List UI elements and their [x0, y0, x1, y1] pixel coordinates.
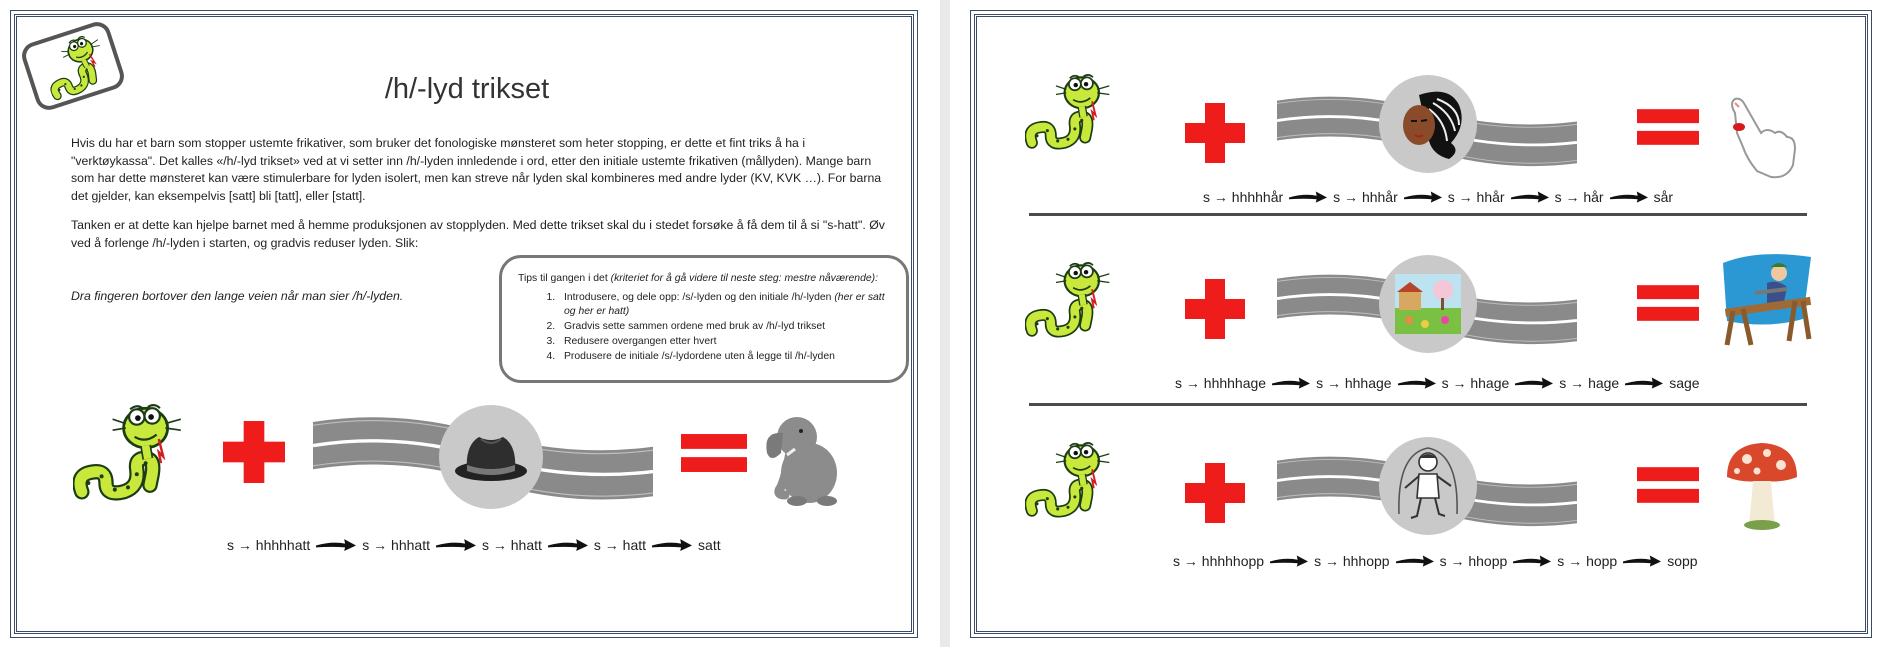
elephant-icon [757, 403, 849, 509]
equals-icon [1637, 465, 1699, 505]
garden-circle [1379, 255, 1477, 353]
wounded-finger-icon [1721, 93, 1801, 183]
right-page [974, 14, 1868, 634]
tips-item-text: Gradvis sette sammen ordene med bruk av /h/-lyd trikset [564, 321, 826, 332]
plus-icon [1185, 279, 1245, 339]
arrow-icon [436, 539, 476, 552]
chain-word: satt [698, 537, 721, 553]
snake-icon [1025, 255, 1111, 341]
instruction-text: Dra fingeren bortover den lange veien når man sier /h/-lyden. [71, 289, 404, 303]
chain-word: sage [1669, 375, 1700, 391]
hat-icon [451, 427, 531, 487]
snake-icon [73, 395, 183, 505]
tips-heading-italic: (kriteriet for å gå videre til neste steg: mestre nåværende): [610, 273, 878, 284]
chain-word: sopp [1667, 553, 1698, 569]
jumping-boy-circle [1379, 437, 1477, 535]
chain-word: s → hhhage [1316, 375, 1392, 391]
chain-word: s → hage [1559, 375, 1620, 391]
tips-item-text: Redusere overgangen etter hvert [564, 336, 717, 347]
arrow-icon [1289, 191, 1327, 204]
arrow-icon [1515, 377, 1553, 390]
hair-icon [1389, 85, 1467, 163]
arrow-icon [1623, 555, 1661, 568]
chain-word: s → hhopp [1439, 553, 1508, 569]
chain-word: s → hhhhhage [1175, 375, 1267, 391]
chain-word: s → hhår [1447, 189, 1505, 205]
jumping-boy-icon [1393, 444, 1463, 528]
word-chain [1203, 189, 1673, 205]
garden-icon [1395, 274, 1461, 334]
equals-icon [1637, 107, 1699, 147]
tips-list-item [558, 320, 890, 334]
page-title: /h/-lyd trikset [384, 73, 550, 105]
chain-word: s → hhhhhår [1203, 189, 1284, 205]
arrow-icon [1511, 191, 1549, 204]
chain-word: s → hhage [1441, 375, 1510, 391]
mushroom-icon [1723, 437, 1801, 533]
chain-word: s → hhhopp [1314, 553, 1390, 569]
arrow-icon [1610, 191, 1648, 204]
plus-icon [1185, 103, 1245, 163]
chain-word: s → hhatt [481, 537, 542, 553]
tips-list-item [558, 335, 890, 349]
chain-word: s → hopp [1557, 553, 1618, 569]
arrow-icon [652, 539, 692, 552]
tips-item-italic: (her er satt og her er hatt) [564, 292, 885, 317]
arrow-icon [1272, 377, 1310, 390]
arrow-icon [548, 539, 588, 552]
chain-word: s → hhhhhatt [227, 537, 311, 553]
equals-icon [1637, 283, 1699, 323]
explanation-paragraph: Tanken er at dette kan hjelpe barnet med å hemme produksjonen av stopplyden. Med dette trikset skal du i stedet forsøke å få dem til å si "s-hatt". Øv ved å forlenge /h/-lyden i starten, og gradvis reduser lyden. Slik: [71, 218, 885, 250]
tips-heading-text: Tips til gangen i det [518, 273, 611, 284]
arrow-icon [1404, 191, 1442, 204]
chain-word: s → hatt [593, 537, 647, 553]
tips-item-text: Introdusere, og dele opp: /s/-lyden og den initiale /h/-lyden [564, 292, 835, 303]
plus-icon [223, 421, 285, 483]
arrow-icon [1396, 555, 1434, 568]
word-chain [227, 537, 721, 553]
sawing-man-icon [1717, 249, 1815, 353]
tips-heading [518, 272, 890, 286]
arrow-icon [1398, 377, 1436, 390]
snake-icon [1025, 67, 1111, 153]
tips-list-item [558, 291, 890, 319]
arrow-icon [1513, 555, 1551, 568]
tips-item-text: Produsere de initiale /s/-lydordene uten å legge til /h/-lyden [564, 351, 835, 362]
chain-word: s → hår [1554, 189, 1604, 205]
arrow-icon [316, 539, 356, 552]
row-divider [1029, 213, 1807, 216]
arrow-icon [1625, 377, 1663, 390]
left-page [14, 14, 914, 634]
chain-word: s → hhhår [1333, 189, 1398, 205]
page-divider [940, 0, 950, 647]
chain-word: s → hhhhhopp [1173, 553, 1265, 569]
plus-icon [1185, 463, 1245, 523]
snake-icon [1025, 435, 1111, 521]
row-divider [1029, 403, 1807, 406]
tips-list [518, 291, 890, 364]
tips-list-item [558, 350, 890, 364]
tips-box [499, 255, 909, 383]
chain-word: sår [1653, 189, 1674, 205]
intro-paragraph: Hvis du har et barn som stopper ustemte frikativer, som bruker det fonologiske mønsteret som heter stopping, er dette et fint triks å ha i "verktøykassa". Det kalles «/h/-lyd trikset» ved at vi setter inn /h/-lyden innledende i ord, etter den initiale ustemte frikativen (mållyden). Mange barn som har dette mønsteret kan være stimulerbare for lyden isolert, men kan streve når lyden skal kombineres med andre lyder (KV, KVK …). For barna det gjelder, kan eksempelvis [satt] bli [tatt], eller [statt]. [71, 136, 882, 203]
arrow-icon [1270, 555, 1308, 568]
equals-icon [681, 431, 747, 475]
word-chain [1175, 375, 1700, 391]
chain-word: s → hhhatt [362, 537, 430, 553]
hair-circle [1379, 75, 1477, 173]
hat-circle [439, 405, 543, 509]
word-chain [1173, 553, 1698, 569]
